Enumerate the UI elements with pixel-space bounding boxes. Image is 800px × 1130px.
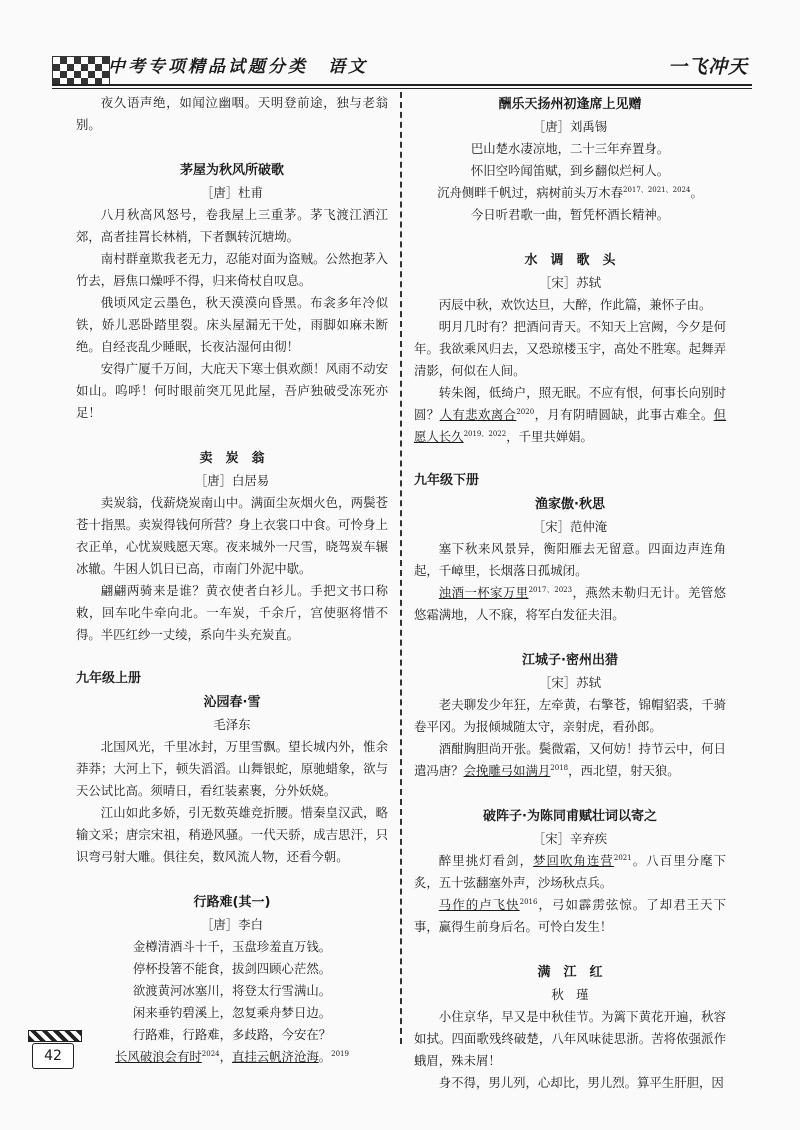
- poem-line: 今日听君歌一曲，暂凭杯酒长精神。: [470, 207, 670, 222]
- poem-line-exam: [414, 738, 726, 782]
- poem-line: 闲来垂钓碧溪上，忽复乘舟梦日边。: [132, 1005, 332, 1020]
- poem-line: 南村群童欺我老无力，忍能对面为盗贼。公然抱茅入竹去，唇焦口燥呼不得，归来倚杖自叹息。: [76, 251, 388, 288]
- poem-title: 茅屋为秋风所破歌: [179, 163, 284, 178]
- poem-line-text: 醉里挑灯看剑，: [438, 853, 534, 868]
- poem-line-text: ，弓如霹雳弦惊。了却君王天下事，赢得生前身后名。可怜白发生！: [414, 897, 726, 934]
- page-stripe-decoration: [28, 1030, 82, 1042]
- poem-line: 丙辰中秋，欢饮达旦，大醉，作此篇，兼怀子由。: [438, 297, 712, 312]
- punct: 。: [318, 1049, 332, 1064]
- right-column: [414, 92, 726, 1094]
- poem-line: 金樽清酒斗十千，玉盘珍羞直万钱。: [132, 939, 332, 954]
- exam-year: 2024: [201, 1049, 220, 1058]
- poem-title: 行路难(其一): [193, 895, 271, 910]
- poem-line-text: 。八百里分麾下炙，五十弦翻塞外声，沙场秋点兵。: [414, 853, 726, 890]
- poem-author: ［宋］辛弃疾: [532, 831, 608, 846]
- poem-line-exam: [414, 382, 726, 448]
- header-brand: 一飞冲天: [667, 56, 748, 78]
- poem-title: 卖 炭 翁: [199, 451, 265, 466]
- poem-line: 欲渡黄河冰塞川，将登太行雪满山。: [132, 983, 332, 998]
- page-number-badge: [28, 1030, 80, 1070]
- exam-phrase: 人有悲欢离合: [439, 407, 517, 422]
- poem-author: ［唐］李白: [201, 917, 263, 932]
- poem-line: 八月秋高风怒号，卷我屋上三重茅。茅飞渡江洒江郊，高者挂罥长林梢，下者飘转沉塘坳。: [76, 207, 388, 244]
- poem-line-text: 转朱阁，低绮户，照无眠。不应有恨，何事长向别时圆？: [414, 385, 726, 422]
- poem-line-text: ，千里共婵娟。: [506, 429, 593, 444]
- poem-line-exam: [76, 1046, 388, 1068]
- poem-title: 满 江 红: [537, 965, 603, 980]
- exam-phrase: 浊酒一杯家万里: [438, 585, 529, 600]
- poem-author: ［宋］苏轼: [539, 675, 601, 690]
- poem-line: 老夫聊发少年狂，左牵黄，右擎苍，锦帽貂裘，千骑卷平冈。为报倾城随太守，亲射虎，看孙郎。: [414, 697, 726, 734]
- poem-line: 北国风光，千里冰封，万里雪飘。望长城内外，惟余莽莽；大河上下，顿失滔滔。山舞银蛇，原驰蜡象，欲与天公试比高。须晴日，看红装素裹，分外妖娆。: [76, 739, 388, 798]
- header-title: 中考专项精品试题分类 语文: [108, 57, 368, 77]
- poem-line-text: 沉舟侧畔千帆过，病树前头万木春: [437, 185, 623, 200]
- exam-year: 2020: [516, 407, 535, 416]
- poem-line: 停杯投箸不能食，拔剑四顾心茫然。: [132, 961, 332, 976]
- poem-line: 翩翩两骑来是谁？黄衣使者白衫儿。手把文书口称敕，回车叱牛牵向北。一车炭，千余斤，宫使驱将惜不得。半匹红纱一丈绫，系向牛头充炭直。: [76, 583, 388, 642]
- poem-line-text: ，西北望，射天狼。: [568, 763, 680, 778]
- poem-title: 酬乐天扬州初逢席上见赠: [498, 97, 642, 112]
- section-heading: 九年级下册: [414, 473, 480, 488]
- page-header: [0, 0, 800, 92]
- column-divider: [400, 92, 402, 1044]
- poem-line: 怀旧空吟闻笛赋，到乡翻似烂柯人。: [470, 163, 670, 178]
- exam-year: 2019、2022: [463, 429, 507, 438]
- poem-author: ［宋］范仲淹: [532, 519, 608, 534]
- poem-line: 塞下秋来风景异，衡阳雁去无留意。四面边声连角起，千嶂里，长烟落日孤城闭。: [414, 541, 726, 578]
- exam-phrase: 梦回吹角连营: [533, 853, 614, 868]
- left-column: [76, 92, 388, 1068]
- exam-year: 2018: [550, 763, 569, 772]
- header-rule: [52, 84, 752, 86]
- exam-phrase: 马作的卢飞快: [438, 897, 520, 912]
- exam-year: 2017、2023: [528, 585, 573, 594]
- section-heading: 九年级上册: [76, 671, 142, 686]
- poem-author: ［宋］苏轼: [539, 275, 601, 290]
- poem-line-exam: [414, 850, 726, 894]
- poem-title: 江城子·密州出猎: [522, 653, 618, 668]
- poem-line: 身不得，男儿列，心却比，男儿烈。算平生肝胆，因: [438, 1075, 724, 1090]
- poem-line: 俄顷风定云墨色，秋天漠漠向昏黑。布衾多年冷似铁，娇儿恶卧踏里裂。床头屋漏无干处，雨脚如麻未断绝。自经丧乱少睡眠，长夜沾湿何由彻！: [76, 295, 388, 354]
- poem-line: 明月几时有？把酒问青天。不知天上宫阙，今夕是何年。我欲乘风归去，又恐琼楼玉宇，高处不胜寒。起舞弄清影，何似在人间。: [414, 319, 726, 378]
- page-number: 42: [32, 1043, 74, 1069]
- poem-title: 渔家傲·秋思: [535, 497, 605, 512]
- exam-year: 2017、2021、2024: [623, 185, 691, 194]
- poem-line-text: ，燕然未勒归无计。羌管悠悠霜满地，人不寐，将军白发征夫泪。: [414, 585, 726, 622]
- poem-author: 毛泽东: [213, 717, 251, 732]
- poem-author: ［唐］白居易: [194, 473, 270, 488]
- exam-year: 2016: [519, 897, 538, 906]
- punct: 。: [690, 185, 703, 200]
- poem-line-exam: [414, 182, 726, 204]
- poem-line-text: ，月有阴晴圆缺，此事古难全。: [534, 407, 714, 422]
- exam-phrase: 会挽雕弓如满月: [463, 763, 551, 778]
- poem-author: 秋 瑾: [551, 987, 589, 1002]
- exam-year: 2019: [331, 1049, 349, 1058]
- poem-title: 破阵子·为陈同甫赋壮词以寄之: [483, 809, 657, 824]
- poem-author: ［唐］刘禹锡: [532, 119, 608, 134]
- poem-line-exam: [414, 582, 726, 626]
- poem-line: 行路难，行路难，多歧路，今安在？: [132, 1027, 332, 1042]
- poem-line-text: 酒酣胸胆尚开张。鬓微霜，又何妨！持节云中，何日遣冯唐？: [414, 741, 726, 778]
- exam-phrase: 直挂云帆济沧海: [232, 1049, 319, 1064]
- exam-phrase: 但愿人长久: [414, 407, 727, 444]
- poem-line: 江山如此多娇，引无数英雄竞折腰。惜秦皇汉武，略输文采；唐宗宋祖，稍逊风骚。一代天骄，成吉思汗，只识弯弓射大雕。俱往矣，数风流人物，还看今朝。: [76, 805, 388, 864]
- poem-title: 沁园春·雪: [203, 695, 261, 710]
- punct: ，: [219, 1049, 232, 1064]
- header-rule-thin: [52, 88, 752, 89]
- poem-line: 安得广厦千万间，大庇天下寒士俱欢颜！风雨不动安如山。呜呼！何时眼前突兀见此屋，吾庐独破受冻死亦足！: [76, 361, 388, 420]
- poem-line-exam: [414, 894, 726, 938]
- exam-year: 2021: [613, 853, 632, 862]
- poem-author: ［唐］杜甫: [201, 185, 263, 200]
- poem-title: 水 调 歌 头: [524, 253, 616, 268]
- header-checker-logo: [52, 56, 110, 86]
- poem-line: 巴山楚水凄凉地，二十三年弃置身。: [470, 141, 670, 156]
- poem-line: 卖炭翁，伐薪烧炭南山中。满面尘灰烟火色，两鬓苍苍十指黑。卖炭得钱何所营？身上衣裳口中食。可怜身上衣正单，心忧炭贱愿天寒。夜来城外一尺雪，晓驾炭车辗冰辙。牛困人饥日已高，市南门外泥中歇。: [76, 495, 388, 576]
- intro-tail: 夜久语声绝，如闻泣幽咽。天明登前途，独与老翁别。: [76, 95, 388, 132]
- poem-line: 小住京华，早又是中秋佳节。为篱下黄花开遍，秋容如拭。四面歌残终破楚，八年风味徒思浙。苦将侬强派作蛾眉，殊未屑！: [414, 1009, 726, 1068]
- exam-phrase: 长风破浪会有时: [115, 1049, 202, 1064]
